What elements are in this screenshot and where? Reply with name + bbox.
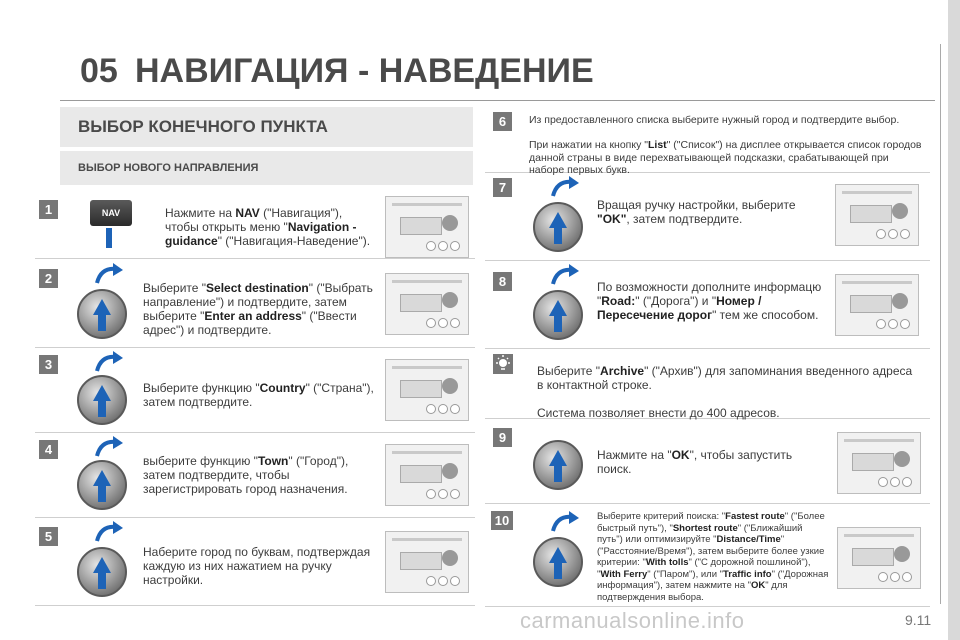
header-divider (60, 100, 935, 101)
step-text: Выберите функцию "Country" ("Страна"), затем подтвердите. (143, 381, 374, 409)
rotate-arrow-icon (551, 176, 581, 198)
step-badge: 3 (39, 355, 58, 374)
step-text: Вращая ручку настройки, выберите "OK", затем подтвердите. (597, 198, 796, 226)
radio-unit-image (837, 432, 921, 494)
step-badge: 10 (491, 511, 513, 530)
chapter-title: НАВИГАЦИЯ - НАВЕДЕНИЕ (135, 52, 594, 90)
step-badge: 7 (493, 178, 512, 197)
radio-unit-image (835, 184, 919, 246)
step-badge: 8 (493, 272, 512, 291)
rotate-arrow-icon (95, 521, 125, 543)
knob-icon (77, 547, 127, 597)
step-badge: 1 (39, 200, 58, 219)
step-4 (35, 432, 475, 518)
radio-unit-image (835, 274, 919, 336)
step-text: Нажмите на NAV ("Навигация"), чтобы открыть меню "Navigation - guidance" ("Навигация-Наведение"). (165, 206, 371, 248)
step-badge: 6 (493, 112, 512, 131)
step-badge: 4 (39, 440, 58, 459)
step-8 (485, 260, 930, 349)
step-text: По возможности дополните информацю "Road:" ("Дорога") и "Номер /Пересечение дорог" тем же способом. (597, 280, 822, 322)
step-text: Из предоставленного списка выберите нужный город и подтвердите выбор. При нажатии на кнопку "List" ("Список") на дисплее открывается список городов данной страны в виде перехватывающей подсказки, срабатывающей при наборе первых букв. (529, 114, 922, 176)
step-9 (485, 418, 930, 504)
step-7 (485, 172, 930, 261)
step-badge: 2 (39, 269, 58, 288)
knob-icon (533, 290, 583, 340)
step-badge: 9 (493, 428, 512, 447)
knob-icon (533, 537, 583, 587)
radio-unit-image (385, 196, 469, 258)
step-text: Выберите критерий поиска: "Fastest route" ("Более быстрый путь"), "Shortest route" ("Ближайший путь") или оптимизируйте "Distance/Time" ("Расстояние/Время"), затем выберите более узкие критерии: "With tolls" ("С дорожной пошлиной"), "With Ferry" ("Паром"), или "Traffic info" ("Дорожная информация"), затем нажмите на "OK" для подтверждения выбора. (597, 511, 829, 603)
page-edge-line (940, 44, 941, 604)
radio-unit-image (385, 444, 469, 506)
knob-icon (77, 460, 127, 510)
knob-icon (77, 375, 127, 425)
rotate-arrow-icon (95, 436, 125, 458)
radio-unit-image (385, 273, 469, 335)
radio-unit-image (385, 359, 469, 421)
chapter-number: 05 (80, 52, 118, 90)
knob-icon (533, 202, 583, 252)
step-text: Наберите город по буквам, подтверждая каждую из них нажатием на ручку настройки. (143, 545, 371, 587)
step-5 (35, 517, 475, 606)
page-edge-tab (948, 0, 960, 640)
step-6 (485, 106, 930, 176)
radio-unit-image (837, 527, 921, 589)
step-text: Выберите "Archive" ("Архив") для запоминания введенного адреса в контактной строке. Система позволяет внести до 400 адресов. (537, 364, 913, 420)
step-10 (485, 503, 930, 607)
nav-button-icon: NAV (90, 200, 132, 226)
knob-icon (533, 440, 583, 490)
tip-bulb-icon (493, 354, 513, 374)
rotate-arrow-icon (95, 263, 125, 285)
press-arrow-icon (106, 228, 112, 248)
tip-archive (485, 348, 930, 419)
step-text: выберите функцию "Town" ("Город"), затем подтвердите, чтобы зарегистрировать город назначения. (143, 454, 349, 496)
radio-unit-image (385, 531, 469, 593)
step-text: Выберите "Select destination" ("Выбрать направление") и подтвердите, затем выберите "Enter an address" ("Ввести адрес") и подтвердите. (143, 281, 373, 337)
rotate-arrow-icon (95, 351, 125, 373)
step-badge: 5 (39, 527, 58, 546)
step-3 (35, 347, 475, 433)
knob-icon (77, 289, 127, 339)
watermark: carmanualsonline.info (520, 608, 745, 633)
subsection-title: ВЫБОР НОВОГО НАПРАВЛЕНИЯ (78, 162, 259, 174)
step-2 (35, 259, 475, 348)
step-text: Нажмите на "OK", чтобы запустить поиск. (597, 448, 793, 476)
step-1 (35, 188, 475, 259)
rotate-arrow-icon (551, 511, 581, 533)
page-number: 9.11 (905, 612, 932, 628)
section-title: ВЫБОР КОНЕЧНОГО ПУНКТА (78, 117, 328, 136)
rotate-arrow-icon (551, 264, 581, 286)
